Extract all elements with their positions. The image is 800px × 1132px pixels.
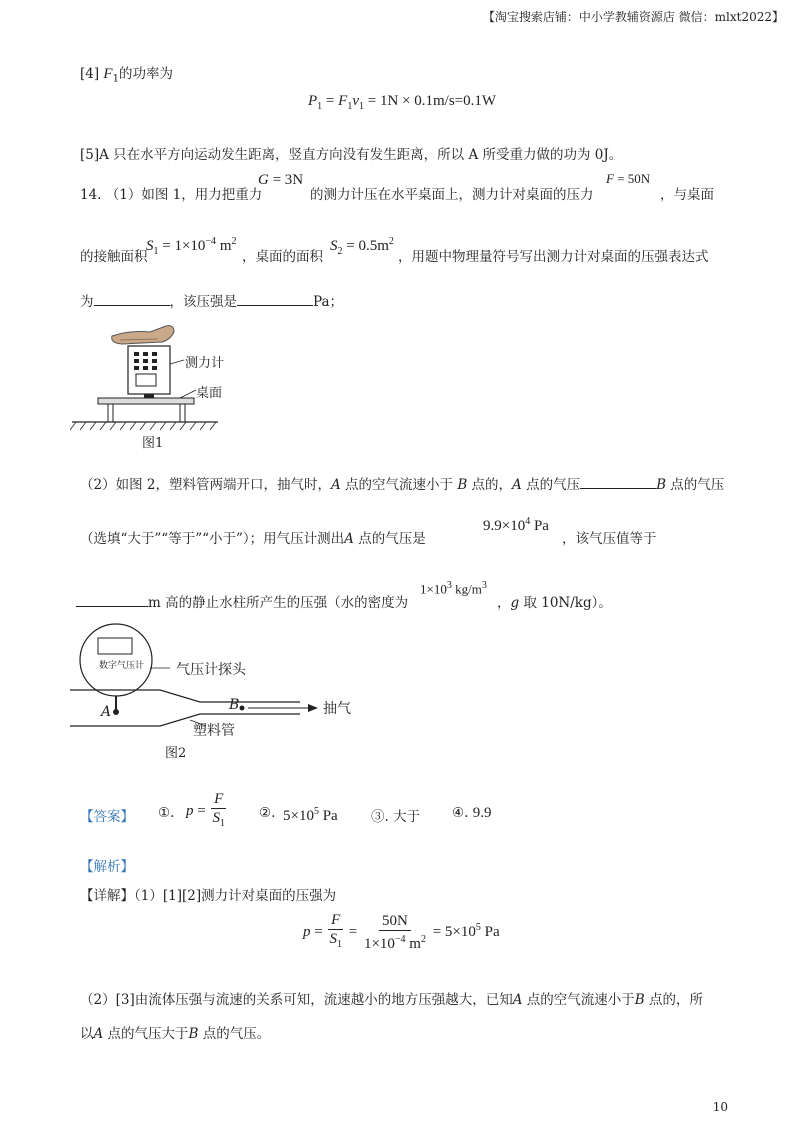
- q14-line1: 14. （1）如图 1，用力把重力: [80, 187, 263, 203]
- fig2-label-pipe: 塑料管: [193, 723, 235, 739]
- detail-para2-line2: 以A 点的气压大于B 点的气压。: [80, 1026, 271, 1042]
- answer-3: ③. 大于: [371, 809, 421, 825]
- formula-pressure-a: $9.9\times 10^4$ Pa: [483, 516, 549, 534]
- q14-part2-line2-a: （选填“大于”“等于”“小于”）；用气压计测出A 点的气压是: [80, 531, 426, 547]
- formula-s1: $S_1 = 1\times 10^{-4}$ $m^2$: [146, 236, 237, 257]
- q14-part2-line2-c: ，该气压值等于: [562, 531, 657, 547]
- fig2-gauge-text: 数字气压计: [99, 661, 145, 671]
- fig2-point-a: A: [101, 704, 112, 720]
- answer-blank-2[interactable]: [237, 291, 313, 306]
- fig2-label-pump: 抽气: [323, 701, 351, 717]
- formula-g: G = 3N: [258, 172, 304, 188]
- answer-num-2: ②.: [259, 805, 276, 821]
- q14-line2-a: 的接触面积: [80, 249, 148, 265]
- fig1-label-meter: 测力计: [185, 356, 225, 371]
- q14-part2-line3-a: m 高的静止水柱所产生的压强（水的密度为: [76, 591, 408, 611]
- answer-blank-1[interactable]: [94, 291, 170, 306]
- q14-part2-line1: （2）如图 2，塑料管两端开口，抽气时，A 点的空气流速小于 B 点的，A 点的气压 B 点的气压: [80, 473, 724, 493]
- q14-line3: 为 ，该压强是 Pa；: [80, 290, 343, 310]
- fig2-point-b: B: [229, 697, 240, 713]
- answer-tag: 【答案】: [80, 809, 134, 825]
- q14-part2-line3-b: ，g 取 10N/kg）。: [497, 595, 612, 611]
- formula-s2: $S_2 = 0.5m^2$: [330, 236, 394, 257]
- detail-para2-line1: （2）[3]由流体压强与流速的关系可知，流速越小的地方压强越大，已知A 点的空气流速小于B 点的，所: [80, 992, 703, 1008]
- q4-label: [4]: [80, 66, 100, 82]
- answer-blank-3[interactable]: [580, 474, 656, 489]
- answer-formula-1: p = $\frac{F}{S_1}$: [186, 791, 225, 829]
- q14-line2-b: ，桌面的面积: [242, 249, 323, 265]
- fig1-caption: 图1: [142, 436, 164, 451]
- formula-f: F = 50N: [606, 171, 651, 186]
- fig2-caption: 图2: [165, 746, 187, 761]
- q4-text: 的功率为: [118, 66, 173, 82]
- detail-formula: p = $\frac{F}{S_1}$ = $\frac{50N}{1\times 10^{-4} m^2}$ = $5\times 10^5$ Pa: [303, 912, 500, 952]
- answer-formula-2: $5\times 10^5$ Pa: [283, 806, 338, 824]
- q14-line1-b: 的测力计压在水平桌面上，测力计对桌面的压力: [310, 187, 594, 203]
- answer-num-1: ①.: [158, 805, 175, 821]
- fig1-label-desk: 桌面: [196, 386, 223, 401]
- analysis-tag: 【解析】: [80, 859, 134, 875]
- answer-blank-4[interactable]: [76, 592, 148, 607]
- q4-line: [4] $F_1$的功率为: [80, 66, 173, 85]
- detail-line1: 【详解】（1）[1][2]测力计对桌面的压强为: [80, 888, 337, 904]
- q4-formula: $P_1 = F_1v_1 = 1N \times 0.1m/s=0.1W$: [308, 93, 497, 112]
- fig2-label-probe: 气压计探头: [176, 662, 246, 678]
- q5-line: [5]A 只在水平方向运动发生距离，竖直方向没有发生距离，所以 A 所受重力做的功为 0J。: [80, 147, 623, 163]
- answer-4: ④. 9.9: [452, 805, 492, 821]
- q14-line1-c: ，与桌面: [660, 187, 714, 203]
- formula-density: $1\times 10^3$ $kg/m^3$: [420, 580, 487, 597]
- page-number: 10: [712, 1100, 728, 1114]
- page-header: 【淘宝搜索店铺：中小学教辅资源店 微信：mlxt2022】: [482, 10, 784, 24]
- q14-line2-c: ，用题中物理量符号写出测力计对桌面的压强表达式: [398, 249, 709, 265]
